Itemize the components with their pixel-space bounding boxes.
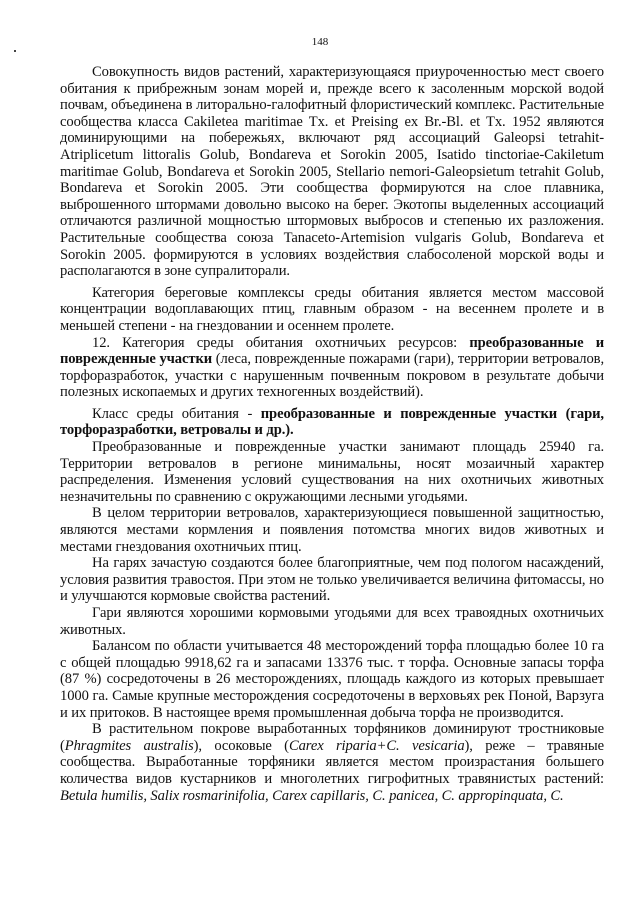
species-name: Phragmites australis xyxy=(64,737,194,754)
species-name: Carex riparia+C. vesicaria xyxy=(288,737,465,754)
bold-term: преобразованные и поврежденные участки (гари, торфоразработки, ветровалы и др.). xyxy=(60,405,604,439)
text-segment: (леса, поврежденные пожарами (гари), территории ветровалов, торфоразработок, участки с нарушенным почвенным покровом в результате добычи полезных ископаемых и других техногенных воздействий). xyxy=(60,351,604,401)
text-segment: 12. Категория среды обитания охотничьих ресурсов: xyxy=(92,334,470,351)
paragraph-peat-deposits: Балансом по области учитывается 48 месторождений торфа площадью более 10 га с общей площадью 9918,62 га и запасами 13376 тыс. т торфа. Основные запасы торфа (87 %) сосредоточены в 26 месторождениях, площадь каждого из которых превышает 1000 га. Самые крупные месторождения сосредоточены в верховьях рек Поной, Варзуга и их притоков. В настоящее время промышленная добыча торфа не производится. xyxy=(60,638,604,721)
paragraph-windfall: В целом территории ветровалов, характеризующиеся повышенной защитностью, являются местами кормления и появления потомства многих видов животных и местами гнездования охотничьих птиц. xyxy=(60,505,604,555)
page-number: 148 xyxy=(311,36,329,48)
text-segment: Класс среды обитания - xyxy=(92,405,261,422)
paragraph-coastal-category: Категория береговые комплексы среды обитания является местом массовой концентрации водоплавающих птиц, главным образом - на весеннем пролете и в меньшей степени - на гнездовании и осеннем пролете. xyxy=(60,284,604,334)
page-body xyxy=(60,64,604,804)
text-segment: ), реже – травяные сообщества. Выработанные торфяники является местом произрастания большего количества видов кустарников и многолетних гигрофитных травянистых растений: xyxy=(60,737,604,787)
paragraph-littoral-complex: Совокупность видов растений, характеризующаяся приуроченностью мест своего обитания к прибрежным зонам морей и, прежде всего к засоленным морской водой почвам, объединена в литорально-галофитный флористический комплекс. Растительные сообщества класса Cakiletea maritimae Tx. et Preising ex Br.-Bl. et Tx. 1952 являются доминирующими на побережьях, включают ряд ассоциаций Galeopsi tetrahit-Atriplicetum littoralis Golub, Bondareva et Sorokin 2005, Isatido tinctoriae-Cakiletum maritimae Golub, Bondareva et Sorokin 2005, Stellario nemori-Galeopsietum tetrahit Golub, Bondareva et Sorokin 2005. Эти сообщества формируются на слое плавника, выброшенного штормами довольно высоко на берег. Экотопы выделенных ассоциаций отличаются различной мощностью штормовых выбросов и степенью их разложения. Растительные сообщества союза Tanaceto-Artemision vulgaris Golub, Bondareva et Sorokin 2005. формируются в условиях воздействия слабосоленой морской воды и располагаются в зоне супралиторали. xyxy=(60,64,604,280)
bold-term: преобразованные и поврежденные участки xyxy=(60,334,605,368)
paragraph-burned-forage: Гари являются хорошими кормовыми угодьями для всех травоядных охотничьих животных. xyxy=(60,605,604,638)
text-segment: ), осоковые ( xyxy=(193,737,289,754)
paragraph-burned-areas: На гарях зачастую создаются более благоприятные, чем под пологом насаждений, условия развития травостоя. При этом не только увеличивается величина фитомассы, но и улучшаются кормовые свойства растений. xyxy=(60,555,604,605)
paragraph-peat-vegetation xyxy=(60,721,604,804)
text-segment: В растительном покрове выработанных торфяников доминируют тростниковые ( xyxy=(60,721,604,754)
paragraph-habitat-class xyxy=(60,406,604,439)
species-list: Betula humilis, Salix rosmarinifolia, Carex capillaris, C. panicea, C. appropinquata, C. xyxy=(60,787,564,804)
scan-speck xyxy=(14,50,16,52)
paragraph-disturbed-area: Преобразованные и поврежденные участки занимают площадь 25940 га. Территории ветровалов в регионе минимальны, носят мозаичный характер распределения. Изменения условий существования на них охотничьих животных незначительны по сравнению с окружающими лесными угодьями. xyxy=(60,439,604,505)
paragraph-category-12 xyxy=(60,335,604,401)
